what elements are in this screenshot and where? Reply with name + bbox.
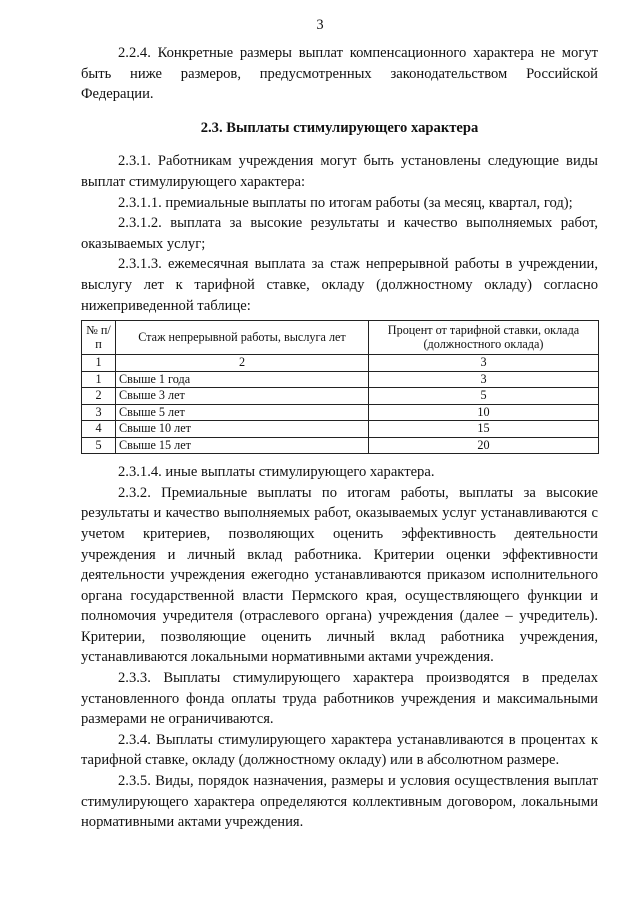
column-number: 1: [82, 355, 116, 372]
row-percent: 3: [369, 371, 599, 388]
paragraph-2-3-4: 2.3.4. Выплаты стимулирующего характера устанавливаются в процентах к тарифной ставке, окладу (должностному окладу) или в абсолютном размере.: [81, 731, 598, 769]
table-row: [82, 437, 599, 454]
paragraph-2-3-1: 2.3.1. Работникам учреждения могут быть установлены следующие виды выплат стимулирующего характера:: [81, 153, 598, 190]
page-number: 3: [316, 17, 324, 33]
row-percent: 20: [369, 437, 599, 454]
table-row: [82, 404, 599, 421]
paragraph-2-2-4: 2.2.4. Конкретные размеры выплат компенсационного характера не могут быть ниже размеров, предусмотренных законодательством Российской Федерации.: [81, 45, 598, 103]
paragraph-2-3-1-4: 2.3.1.4. иные выплаты стимулирующего характера.: [118, 464, 435, 481]
table-row: [82, 371, 599, 388]
paragraph-2-3-5: 2.3.5. Виды, порядок назначения, размеры и условия осуществления выплат стимулирующего характера определяются коллективным договором, локальными нормативными актами учреждения.: [81, 773, 598, 831]
document-body: [81, 43, 598, 833]
paragraph-2-3-2: 2.3.2. Премиальные выплаты по итогам работы, выплаты за высокие результаты и качество выполняемых работ, оказываемых услуг устанавливаются с учетом критериев, позволяющих оценить эффективность деятельности учреждения и личный вклад работника. Критерии оценки эффективности деятельности учреждения ежегодно устанавливаются приказом исполнительного органа государственной власти Пермского края, осуществляющего функции и полномочия учредителя (отраслевого органа) учреждения (далее – учредитель). Критерии, позволяющие оценить личный вклад работника учреждения, устанавливаются локальными нормативными актами учреждения.: [81, 484, 598, 666]
row-experience: Свыше 15 лет: [116, 437, 369, 454]
header-experience: Стаж непрерывной работы, выслуга лет: [116, 321, 369, 355]
column-number: 3: [369, 355, 599, 372]
paragraph-2-3-3: 2.3.3. Выплаты стимулирующего характера производятся в пределах установленного фонда оплаты труда работников учреждения и максимальными размерами не ограничиваются.: [81, 670, 598, 728]
row-num: 4: [82, 421, 116, 438]
row-num: 3: [82, 404, 116, 421]
paragraph-2-3-1-2: 2.3.1.2. выплата за высокие результаты и качество выполняемых работ, оказываемых услуг;: [81, 215, 598, 252]
row-percent: 15: [369, 421, 599, 438]
table-header-row: [82, 321, 599, 355]
row-num: 1: [82, 371, 116, 388]
table-row: [82, 421, 599, 438]
table-row: [82, 388, 599, 405]
paragraph-2-3-1-3: 2.3.1.3. ежемесячная выплата за стаж непрерывной работы в учреждении, выслугу лет к тарифной ставке, окладу (должностному окладу) согласно нижеприведенной таблице:: [81, 256, 598, 314]
column-number-row: [82, 355, 599, 372]
row-num: 2: [82, 388, 116, 405]
row-percent: 10: [369, 404, 599, 421]
section-heading: 2.3. Выплаты стимулирующего характера: [200, 119, 479, 136]
row-experience: Свыше 10 лет: [116, 421, 369, 438]
paragraph-2-3-1-1: 2.3.1.1. премиальные выплаты по итогам работы (за месяц, квартал, год);: [118, 194, 573, 211]
row-num: 5: [82, 437, 116, 454]
row-percent: 5: [369, 388, 599, 405]
row-experience: Свыше 5 лет: [116, 404, 369, 421]
header-percent: Процент от тарифной ставки, оклада (должностного оклада): [369, 321, 599, 355]
column-number: 2: [116, 355, 369, 372]
row-experience: Свыше 1 года: [116, 371, 369, 388]
row-experience: Свыше 3 лет: [116, 388, 369, 405]
seniority-table: [81, 320, 599, 454]
header-num: № п/п: [82, 321, 116, 355]
